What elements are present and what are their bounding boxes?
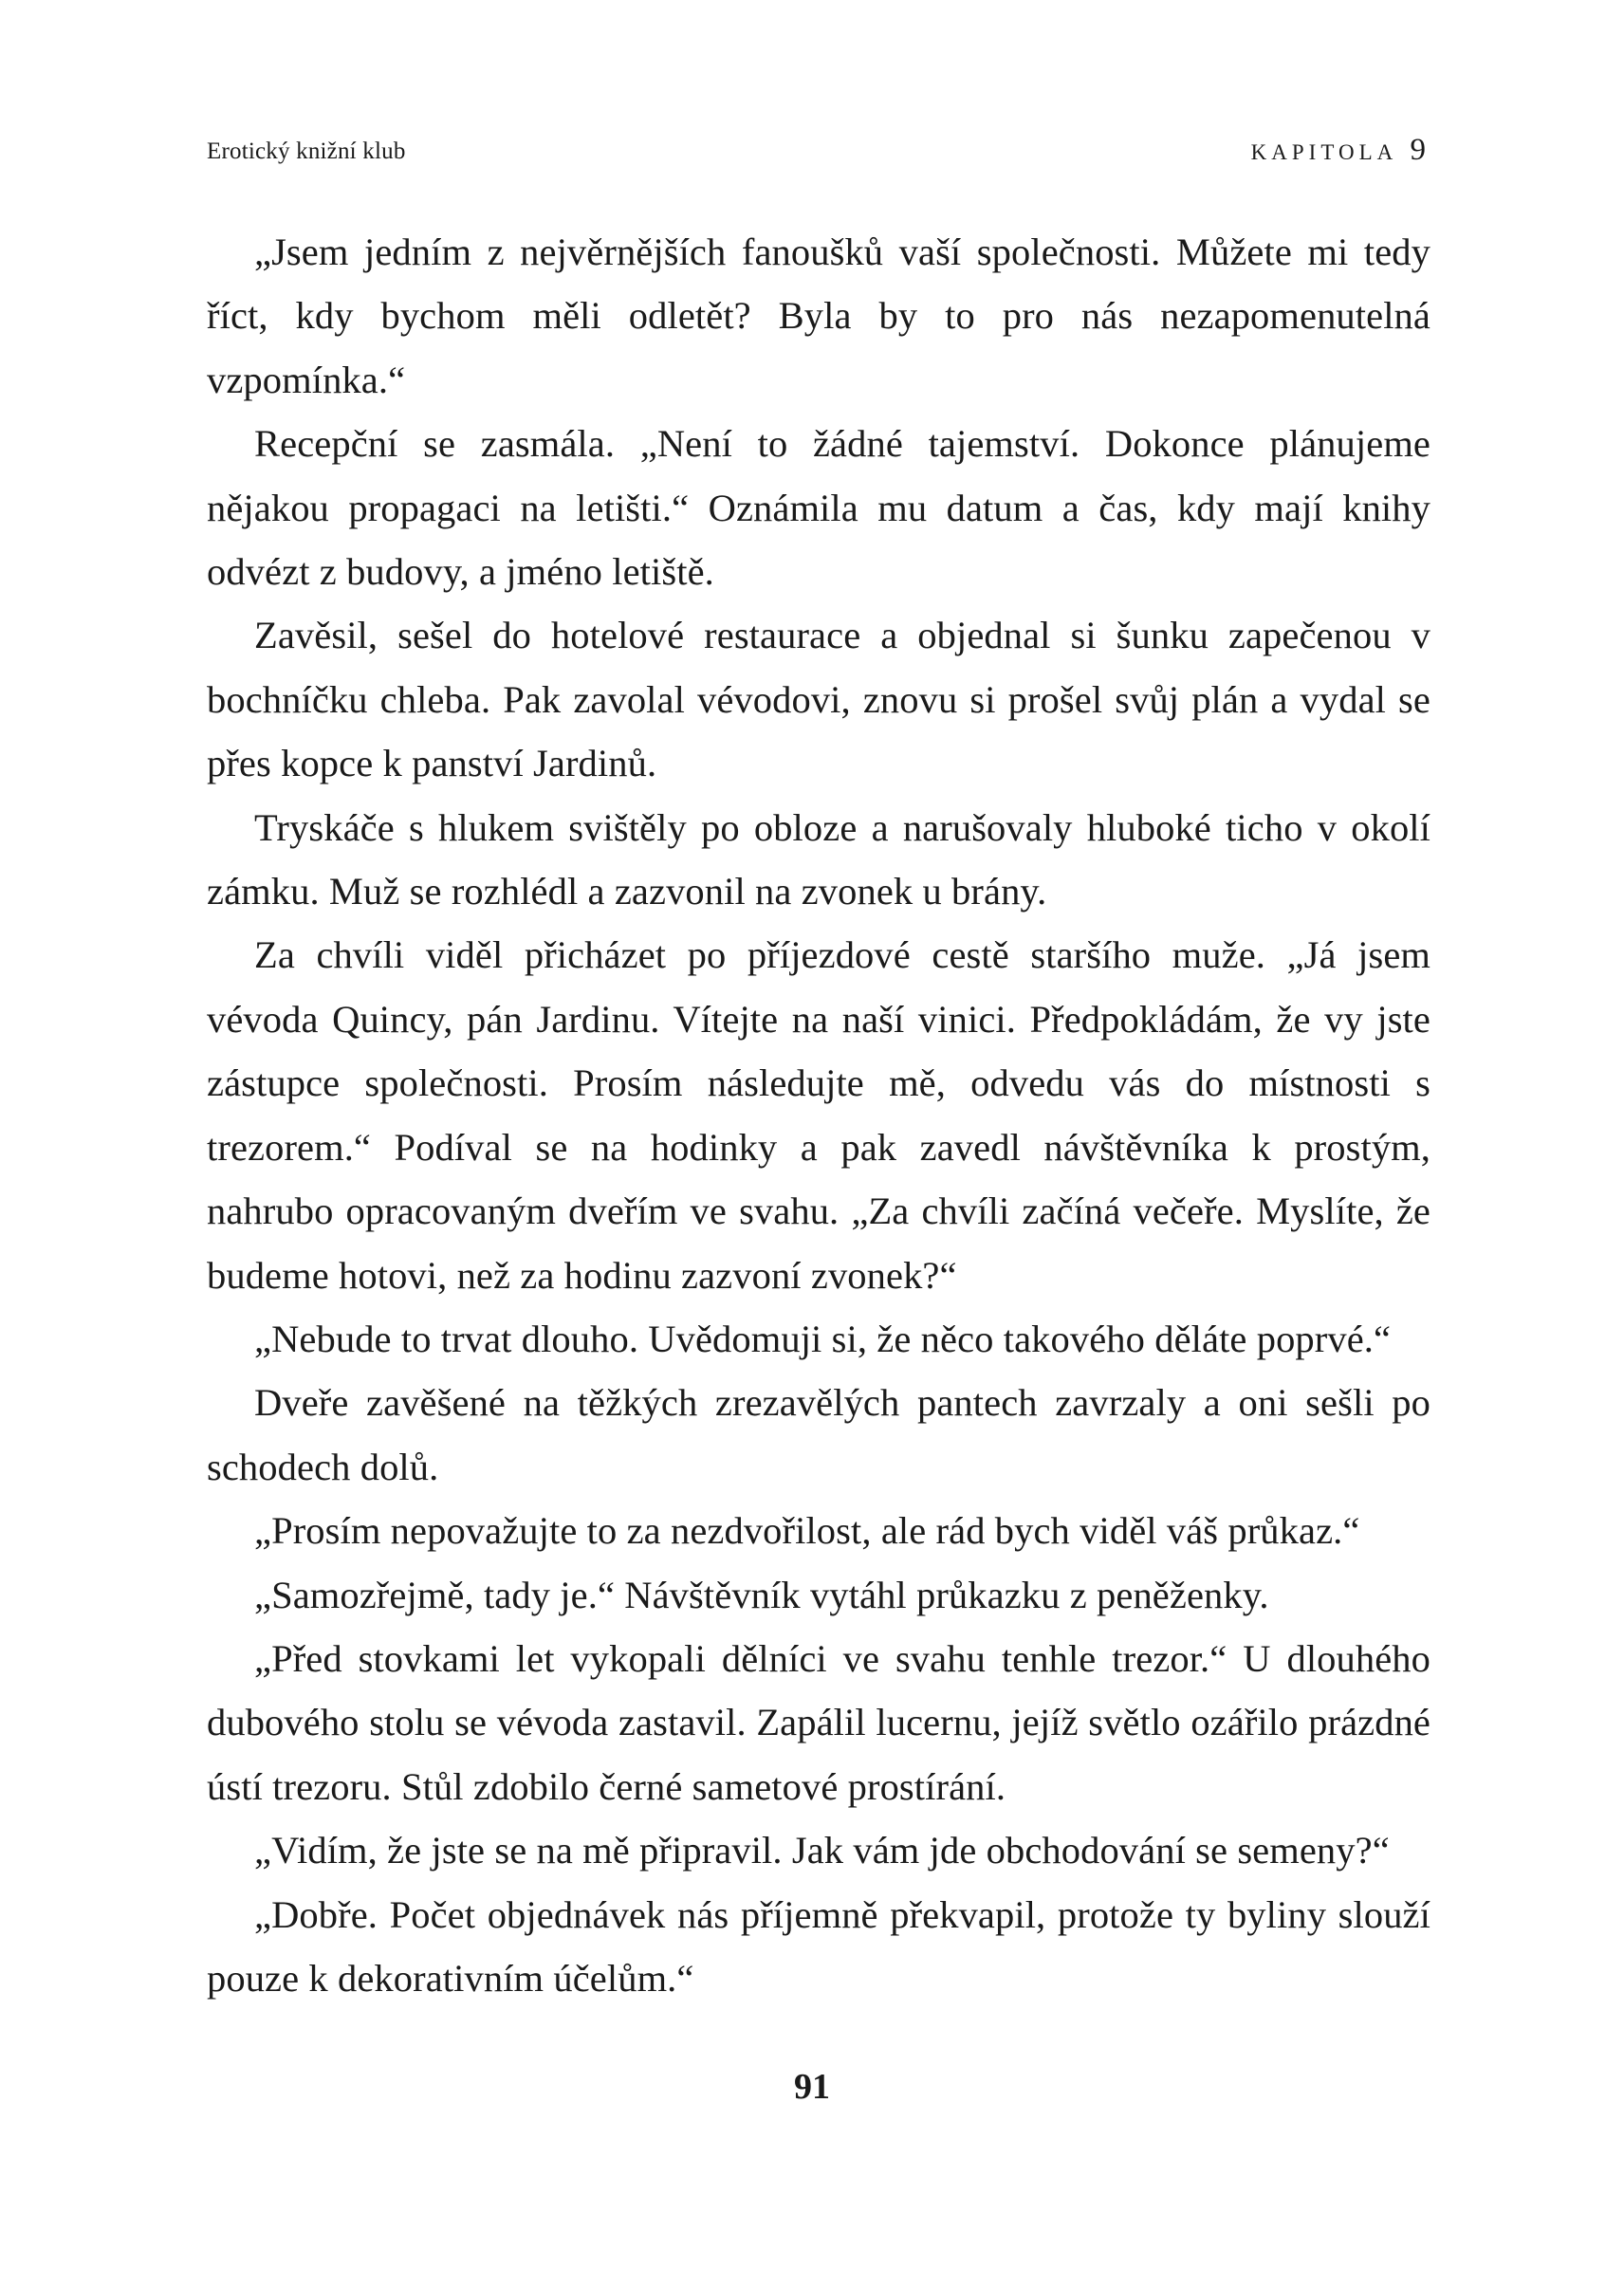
paragraph: Dveře zavěšené na těžkých zrezavělých pantech zavrzaly a oni sešli po schodech dolů. [207, 1381, 1430, 1488]
page-number: 91 [794, 2067, 830, 2107]
book-title: Erotický knižní klub [207, 138, 406, 164]
paragraph: Recepční se zasmála. „Není to žádné tajemství. Dokonce plánujeme nějakou propagaci na letišti.“ Oznámila mu datum a čas, kdy mají knihy odvézt z budovy, a jméno letiště. [207, 422, 1430, 594]
paragraph: Zavěsil, sešel do hotelové restaurace a objednal si šunku zapečenou v bochníčku chleba. Pak zavolal vévodovi, znovu si prošel svůj plán a vydal se přes kopce k panství Jardinů. [207, 614, 1430, 785]
paragraph: „Jsem jedním z nejvěrnějších fanoušků vaší společnosti. Můžete mi tedy říct, kdy bychom měli odletět? Byla by to pro nás nezapomenutelná vzpomínka.“ [207, 231, 1430, 401]
paragraph: „Nebude to trvat dlouho. Uvědomuji si, že něco takového děláte poprvé.“ [254, 1317, 1392, 1360]
chapter-label: kapitola 9 [1250, 133, 1430, 167]
paragraph: „Prosím nepovažujte to za nezdvořilost, ale rád bych viděl váš průkaz.“ [254, 1509, 1360, 1553]
paragraph: Tryskáče s hlukem svištěly po obloze a narušovaly hluboké ticho v okolí zámku. Muž se rozhlédl a zazvonil na zvonek u brány. [207, 805, 1430, 913]
paragraph: „Samozřejmě, tady je.“ Návštěvník vytáhl průkazku z peněženky. [254, 1573, 1269, 1616]
paragraph: „Před stovkami let vykopali dělníci ve svahu tenhle trezor.“ U dlouhého dubového stolu se vévoda zastavil. Zapálil lucernu, jejíž světlo ozářilo prázdné ústí trezoru. Stůl zdobilo černé sametové prostírání. [207, 1636, 1430, 1808]
body-text [207, 220, 1430, 2010]
paragraph: „Dobře. Počet objednávek nás příjemně překvapil, protože ty byliny slouží pouze k dekorativním účelům.“ [207, 1892, 1430, 2000]
running-head [207, 133, 1430, 176]
paragraph: Za chvíli viděl přicházet po příjezdové cestě staršího muže. „Já jsem vévoda Quincy, pán Jardinu. Vítejte na naší vinici. Předpokládám, že vy jste zástupce společnosti. Prosím následujte mě, odvedu vás do místnosti s trezorem.“ Podíval se na hodinky a pak zavedl návštěvníka k prostým, nahrubo opracovaným dveřím ve svahu. „Za chvíli začíná večeře. Myslíte, že budeme hotovi, než za hodinu zazvoní zvonek?“ [207, 933, 1430, 1297]
paragraph: „Vidím, že jste se na mě připravil. Jak vám jde obchodování se semeny?“ [254, 1829, 1390, 1872]
